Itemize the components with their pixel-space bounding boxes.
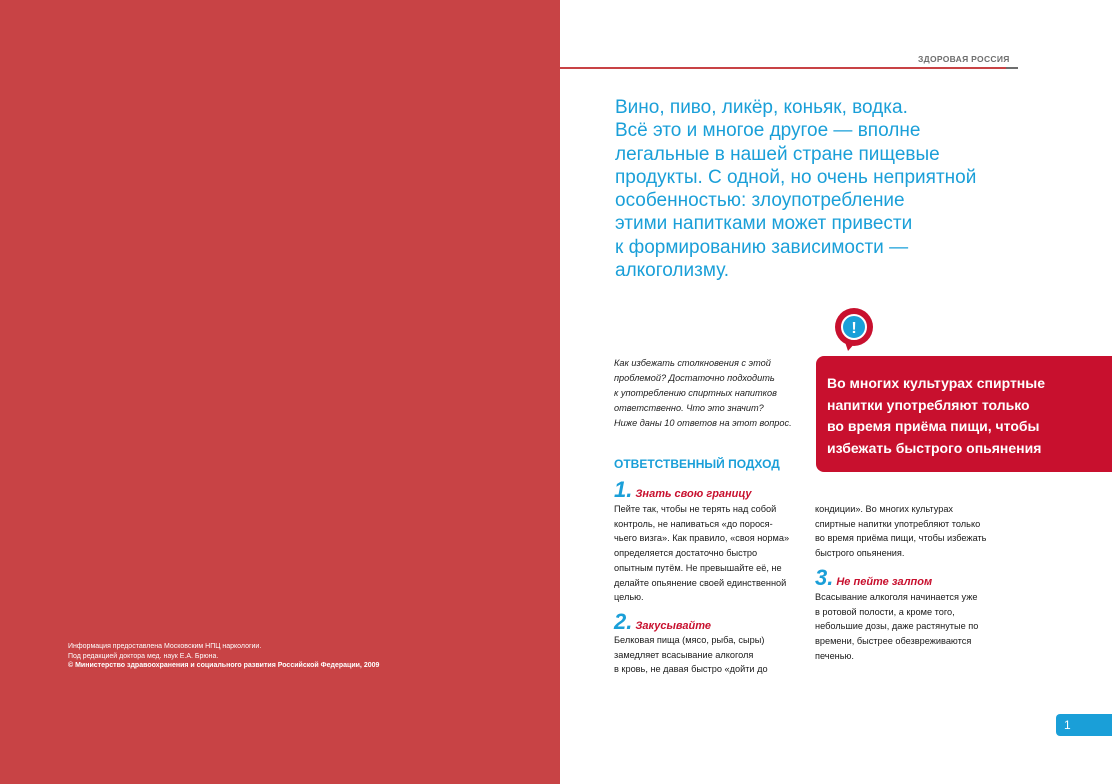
header-rule-end <box>1006 67 1018 69</box>
intro-line: Вино, пиво, ликёр, коньяк, водка. <box>615 97 908 118</box>
text-line: Пейте так, чтобы не терять над собой <box>614 504 777 514</box>
item-1-heading <box>614 477 751 503</box>
intro-paragraph <box>615 96 1035 282</box>
intro-line: этими напитками может привести <box>615 213 913 235</box>
text-line: целью. <box>614 592 644 603</box>
intro-line: Всё это и многое другое — вполне <box>615 120 921 142</box>
item-3-heading <box>815 565 932 591</box>
exclamation-alert-icon <box>831 306 877 352</box>
item-3-text <box>815 590 978 664</box>
callout-line: напитки употребляют только <box>827 396 1030 413</box>
question-line: Как избежать столкновения с этой <box>614 358 771 368</box>
alert-glyph: ! <box>851 320 857 337</box>
section-title: ОТВЕТСТВЕННЫЙ ПОДХОД <box>614 457 780 471</box>
text-line: небольшие дозы, даже растянутые по <box>815 621 979 632</box>
text-line: в кровь, не давая быстро «дойти до <box>614 664 768 675</box>
text-line: определяется достаточно быстро <box>614 548 758 559</box>
question-paragraph <box>614 356 814 431</box>
item-2-title: Закусывайте <box>635 620 711 632</box>
text-line: кондиции». Во многих культурах <box>815 504 954 514</box>
question-line: ответственно. Что это значит? <box>614 403 764 413</box>
text-line: делайте опьянение своей единственной <box>614 577 787 588</box>
intro-line: продукты. С одной, но очень неприятной <box>615 166 977 188</box>
text-line: быстрого опьянения. <box>815 548 905 559</box>
text-line: Белковая пища (мясо, рыба, сыры) <box>614 635 765 645</box>
callout-line: избежать быстрого опьянения <box>827 439 1042 456</box>
intro-line: алкоголизму. <box>615 260 729 282</box>
callout-line: Во многих культурах спиртные <box>827 375 1045 391</box>
question-line: Ниже даны 10 ответов на этот вопрос. <box>614 418 792 428</box>
callout-line: во время приёма пищи, чтобы <box>827 418 1040 434</box>
credits-line-copyright: © Министерство здравоохранения и социального развития Российской Федерации, 2009 <box>68 662 380 669</box>
text-line: опытным путём. Не превышайте её, не <box>614 562 782 573</box>
text-line: времени, быстрее обезвреживаются <box>815 636 972 647</box>
text-line: спиртные напитки употребляют только <box>815 518 981 529</box>
item-1-text <box>614 502 789 605</box>
item-3-title: Не пейте залпом <box>836 576 933 588</box>
text-line: печенью. <box>815 650 854 661</box>
header-rule <box>560 67 1006 69</box>
right-page <box>560 0 1112 784</box>
text-line: Всасывание алкоголя начинается уже <box>815 592 978 602</box>
text-line: контроль, не напиваться «до порося- <box>614 518 773 529</box>
item-1-number: 1. <box>614 477 633 502</box>
text-line: замедляет всасывание алкоголя <box>614 649 754 660</box>
intro-line: особенностью: злоупотребление <box>615 190 905 212</box>
item-2-number: 2. <box>614 609 633 634</box>
intro-line: к формированию зависимости — <box>615 236 909 258</box>
item-3-number: 3. <box>815 565 834 590</box>
item-2-text-continued <box>815 502 986 561</box>
running-header: ЗДОРОВАЯ РОССИЯ <box>918 54 1010 64</box>
text-line: в ротовой полости, а кроме того, <box>815 606 955 617</box>
text-line: во время приёма пищи, чтобы избежать <box>815 533 987 544</box>
callout-box <box>816 356 1112 472</box>
credits-line-source: Информация предоставлена Московским НПЦ наркологии. <box>68 643 262 650</box>
page-number: 1 <box>1056 714 1112 736</box>
credits-line-editor: Под редакцией доктора мед. наук Е.А. Брюна. <box>68 652 219 660</box>
question-line: к употреблению спиртных напитков <box>614 388 777 398</box>
item-2-text <box>614 633 768 677</box>
credits <box>68 642 488 671</box>
question-line: проблемой? Достаточно подходить <box>614 373 775 383</box>
item-1-title: Знать свою границу <box>635 488 752 500</box>
text-line: чьего визга». Как правило, «своя норма» <box>614 533 790 544</box>
intro-line: легальные в нашей стране пищевые <box>615 143 940 165</box>
item-2-heading <box>614 609 711 635</box>
